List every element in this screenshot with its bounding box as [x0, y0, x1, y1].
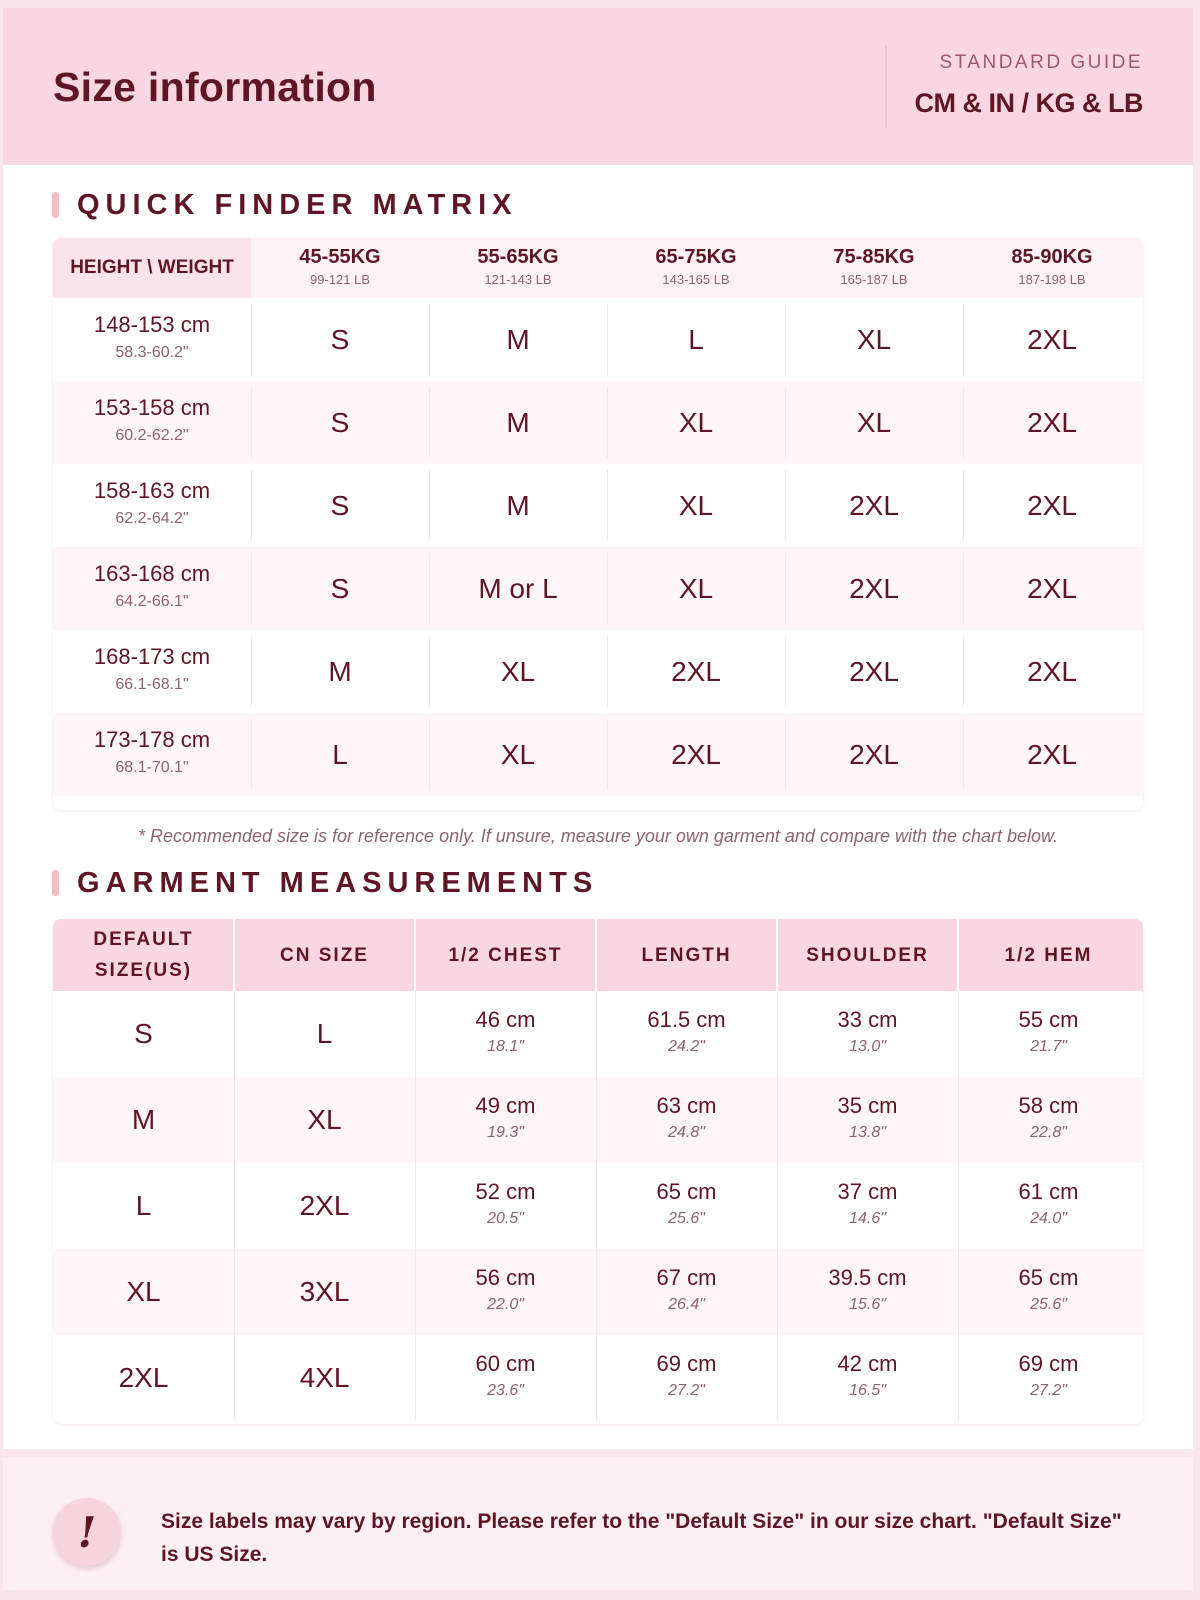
size-cell: S [330, 489, 350, 521]
size-cell: 2XL [1027, 738, 1077, 770]
table-row [53, 1335, 1143, 1421]
size-cell: 2XL [849, 738, 899, 770]
chest-measurement [415, 991, 596, 1077]
height-in: 66.1-68.1" [115, 676, 189, 693]
garment-header-row [53, 919, 1143, 991]
column-header-shoulder: SHOULDER [806, 944, 929, 966]
garment-section-title [52, 868, 598, 898]
size-cell: 2XL [1027, 323, 1077, 355]
size-cell: M or L [478, 572, 558, 604]
quick-finder-matrix [53, 238, 1143, 810]
height-cm: 163-168 cm [93, 561, 211, 586]
value-in: 15.6" [849, 1296, 886, 1313]
size-cell: S [330, 572, 350, 604]
height-in: 68.1-70.1" [115, 759, 189, 776]
value-in: 20.5" [487, 1210, 524, 1227]
column-header-hem: 1/2 HEM [1004, 944, 1093, 966]
table-row [53, 1249, 1143, 1335]
value-in: 13.8" [849, 1124, 886, 1141]
value-in: 18.1" [487, 1038, 524, 1055]
value-in: 13.0" [849, 1038, 886, 1055]
height-label [53, 381, 251, 464]
table-row [53, 1163, 1143, 1249]
height-in: 58.3-60.2" [115, 344, 189, 361]
value-cm: 37 cm [837, 1179, 898, 1204]
height-label [53, 547, 251, 630]
weight-kg: 65-75KG [655, 246, 737, 268]
value-cm: 46 cm [475, 1007, 536, 1032]
garment-measurements-table [53, 919, 1143, 1424]
length-measurement [596, 1335, 777, 1421]
us-size: 2XL [118, 1362, 169, 1393]
value-in: 16.5" [849, 1382, 886, 1399]
shoulder-measurement [777, 1335, 958, 1421]
value-cm: 39.5 cm [828, 1265, 907, 1290]
size-cell: 2XL [849, 489, 899, 521]
cn-size: 3XL [299, 1276, 350, 1307]
column-header-default-size: DEFAULT SIZE(US) [93, 929, 194, 981]
weight-kg: 85-90KG [1011, 246, 1093, 268]
height-label [53, 713, 251, 796]
weight-kg: 75-85KG [833, 246, 915, 268]
matrix-corner-label: HEIGHT \ WEIGHT [53, 238, 251, 298]
value-cm: 56 cm [475, 1265, 536, 1290]
shoulder-measurement [777, 991, 958, 1077]
size-cell: XL [856, 406, 892, 438]
size-cell: 2XL [1027, 572, 1077, 604]
size-cell: M [506, 489, 530, 521]
hem-measurement [958, 991, 1139, 1077]
value-in: 25.6" [668, 1210, 705, 1227]
chest-measurement [415, 1163, 596, 1249]
us-size: L [135, 1190, 152, 1221]
value-in: 25.6" [1030, 1296, 1067, 1313]
guide-label: STANDARD GUIDE [939, 52, 1143, 73]
value-in: 27.2" [1030, 1382, 1067, 1399]
table-row [53, 991, 1143, 1077]
value-in: 22.8" [1030, 1124, 1067, 1141]
size-cell: 2XL [849, 572, 899, 604]
cn-size: 4XL [299, 1362, 350, 1393]
shoulder-measurement [777, 1077, 958, 1163]
weight-lb: 165-187 LB [840, 272, 908, 287]
matrix-row [53, 547, 1143, 630]
hem-measurement [958, 1335, 1139, 1421]
chest-measurement [415, 1335, 596, 1421]
value-cm: 33 cm [837, 1007, 898, 1032]
size-cell: 2XL [1027, 655, 1077, 687]
hem-measurement [958, 1163, 1139, 1249]
recommendation-note: * Recommended size is for reference only. If unsure, measure your own garment and compare with the chart below. [137, 826, 1059, 846]
matrix-section-title [52, 190, 518, 220]
cn-size: L [316, 1018, 333, 1049]
shoulder-measurement [777, 1249, 958, 1335]
chest-measurement [415, 1077, 596, 1163]
value-in: 14.6" [849, 1210, 886, 1227]
section-title-text: QUICK FINDER MATRIX [77, 188, 518, 221]
height-cm: 173-178 cm [93, 727, 211, 752]
table-row [53, 1077, 1143, 1163]
size-cell: L [688, 323, 704, 355]
size-cell: XL [500, 655, 536, 687]
value-cm: 67 cm [656, 1265, 717, 1290]
size-cell: 2XL [1027, 489, 1077, 521]
chest-measurement [415, 1249, 596, 1335]
matrix-header-row [53, 238, 1143, 298]
height-cm: 168-173 cm [93, 644, 211, 669]
matrix-column-header [429, 238, 607, 298]
height-cm: 158-163 cm [93, 478, 211, 503]
weight-lb: 99-121 LB [310, 272, 370, 287]
length-measurement [596, 1249, 777, 1335]
matrix-row [53, 381, 1143, 464]
value-in: 26.4" [668, 1296, 705, 1313]
size-cell: L [332, 738, 348, 770]
value-in: 24.2" [668, 1038, 705, 1055]
weight-lb: 121-143 LB [484, 272, 552, 287]
region-size-notice: Size labels may vary by region. Please refer to the "Default Size" in our size chart. "Default Size" is US Size. [161, 1510, 1122, 1566]
page-title: Size information [53, 64, 377, 110]
height-label [53, 630, 251, 713]
size-sheet [3, 8, 1193, 1590]
value-cm: 42 cm [837, 1351, 898, 1376]
value-cm: 52 cm [475, 1179, 536, 1204]
footer-divider [3, 1449, 1193, 1457]
weight-lb: 187-198 LB [1018, 272, 1086, 287]
size-cell: S [330, 323, 350, 355]
cn-size: 2XL [299, 1190, 350, 1221]
hem-measurement [958, 1249, 1139, 1335]
matrix-column-header [251, 238, 429, 298]
us-size: XL [126, 1276, 161, 1307]
value-cm: 61 cm [1018, 1179, 1079, 1204]
size-cell: 2XL [849, 655, 899, 687]
guide-units: CM & IN / KG & LB [914, 88, 1143, 118]
value-cm: 60 cm [475, 1351, 536, 1376]
value-cm: 49 cm [475, 1093, 536, 1118]
height-in: 64.2-66.1" [115, 593, 189, 610]
length-measurement [596, 991, 777, 1077]
height-in: 62.2-64.2" [115, 510, 189, 527]
value-cm: 35 cm [837, 1093, 898, 1118]
section-accent-bar [52, 870, 59, 896]
height-in: 60.2-62.2" [115, 427, 189, 444]
matrix-column-header [607, 238, 785, 298]
size-cell: M [506, 406, 530, 438]
height-label [53, 464, 251, 547]
size-cell: 2XL [1027, 406, 1077, 438]
us-size: S [134, 1018, 153, 1049]
exclamation-icon: ! [53, 1498, 121, 1566]
value-cm: 55 cm [1018, 1007, 1079, 1032]
matrix-row [53, 464, 1143, 547]
size-cell: XL [678, 572, 714, 604]
hem-measurement [958, 1077, 1139, 1163]
column-header-length: LENGTH [641, 944, 732, 966]
size-cell: 2XL [671, 738, 721, 770]
value-cm: 65 cm [1018, 1265, 1079, 1290]
header-divider [885, 46, 887, 128]
value-in: 24.0" [1030, 1210, 1067, 1227]
length-measurement [596, 1077, 777, 1163]
height-label [53, 298, 251, 381]
section-title-text: GARMENT MEASUREMENTS [77, 866, 599, 899]
value-in: 19.3" [487, 1124, 524, 1141]
value-cm: 69 cm [1018, 1351, 1079, 1376]
us-size: M [131, 1104, 156, 1135]
cn-size: XL [307, 1104, 342, 1135]
size-cell: S [330, 406, 350, 438]
value-cm: 61.5 cm [647, 1007, 726, 1032]
value-in: 21.7" [1030, 1038, 1067, 1055]
size-cell: XL [500, 738, 536, 770]
weight-kg: 45-55KG [299, 246, 381, 268]
value-in: 23.6" [487, 1382, 524, 1399]
size-cell: XL [856, 323, 892, 355]
value-cm: 65 cm [656, 1179, 717, 1204]
size-cell: 2XL [671, 655, 721, 687]
length-measurement [596, 1163, 777, 1249]
matrix-column-header [785, 238, 963, 298]
matrix-row [53, 630, 1143, 713]
header [3, 8, 1193, 165]
matrix-row [53, 713, 1143, 796]
shoulder-measurement [777, 1163, 958, 1249]
size-cell: XL [678, 489, 714, 521]
value-in: 24.8" [668, 1124, 705, 1141]
matrix-row [53, 298, 1143, 381]
value-in: 22.0" [487, 1296, 524, 1313]
value-cm: 69 cm [656, 1351, 717, 1376]
section-accent-bar [52, 192, 59, 218]
size-cell: XL [678, 406, 714, 438]
value-cm: 63 cm [656, 1093, 717, 1118]
height-cm: 148-153 cm [93, 312, 211, 337]
matrix-column-header [963, 238, 1141, 298]
size-cell: M [328, 655, 352, 687]
weight-lb: 143-165 LB [662, 272, 730, 287]
value-cm: 58 cm [1018, 1093, 1079, 1118]
value-in: 27.2" [668, 1382, 705, 1399]
weight-kg: 55-65KG [477, 246, 559, 268]
column-header-cn-size: CN SIZE [280, 944, 369, 966]
size-cell: M [506, 323, 530, 355]
column-header-chest: 1/2 CHEST [448, 944, 563, 966]
height-cm: 153-158 cm [93, 395, 211, 420]
